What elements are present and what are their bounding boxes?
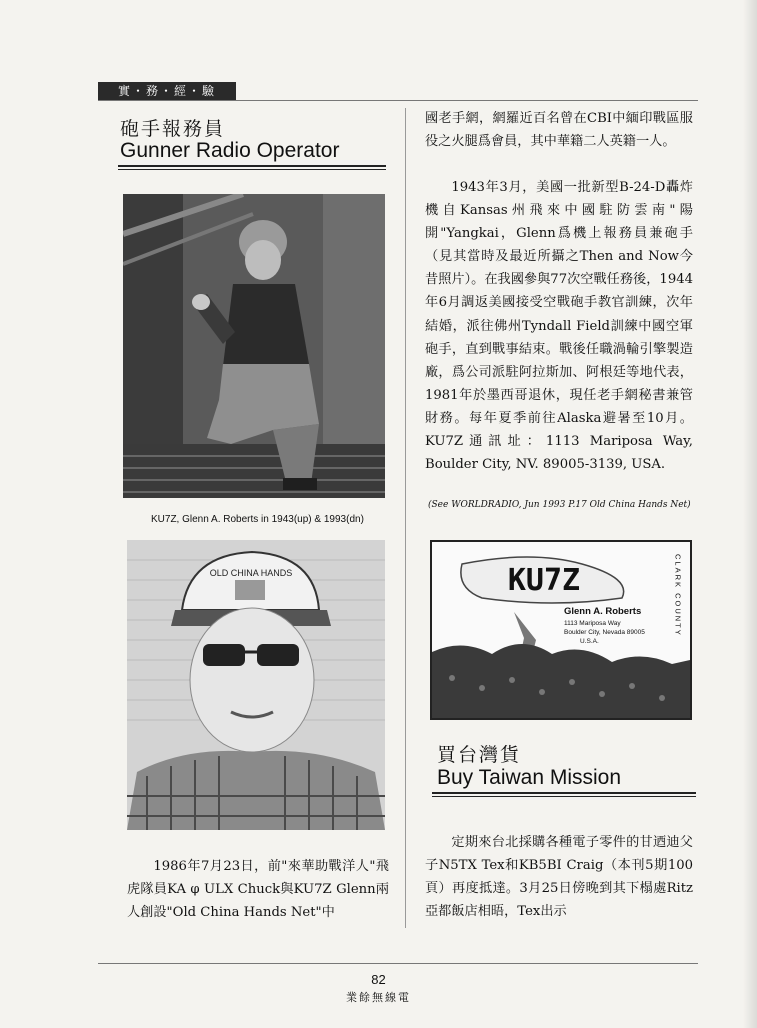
right-heading-en: Buy Taiwan Mission bbox=[437, 766, 622, 789]
qsl-card-illustration bbox=[432, 542, 690, 718]
column-divider bbox=[405, 108, 406, 928]
qsl-card bbox=[430, 540, 692, 720]
right-heading-cn: 買台灣貨 bbox=[437, 744, 522, 766]
section-tag: 實・務・經・驗 bbox=[98, 82, 236, 100]
photo-1993-illustration bbox=[127, 540, 385, 830]
top-rule bbox=[98, 100, 698, 101]
photo-1993 bbox=[127, 540, 385, 830]
page-edge-shadow bbox=[743, 0, 757, 1028]
photo-caption: KU7Z, Glenn A. Roberts in 1943(up) & 1993(dn) bbox=[151, 514, 364, 525]
publication-name: 業餘無線電 bbox=[346, 991, 411, 1004]
qsl-vertical-text: CLARK COUNTY bbox=[673, 554, 683, 637]
left-paragraph: 1986年7月23日，前"來華助戰洋人"飛虎隊員KA φ ULX Chuck與KU7Z Glenn兩人創設"Old China Hands Net"中 bbox=[127, 859, 389, 921]
right-heading-rule bbox=[432, 792, 696, 794]
qsl-address-3: U.S.A. bbox=[580, 638, 599, 645]
photo-1943 bbox=[123, 194, 385, 498]
reference-note: (See WORLDRADIO, Jun 1993 P.17 Old China Hands Net) bbox=[428, 500, 691, 510]
right-paragraph-2: 1943年3月，美國一批新型B-24-D轟炸機自Kansas州飛來中國駐防雲南"陽開"Yangkai，Glenn爲機上報務員兼砲手（見其當時及最近所攝之Then and Now今昔照片）。在我國參與77次空戰任務後，1944年6月調返美國接受空戰砲手教官訓練，次年結婚，派往佛州Tyndall Field訓練中國空軍砲手，直到戰事結束。戰後任職渦輪引擎製造廠，爲公司派駐阿拉斯加、阿根廷等地代表，1981年於墨西哥退休，現任老手網秘書兼管財務。每年夏季前往Alaska避暑至10月。KU7Z通訊址：1113 Mariposa Way, Boulder City, NV. 89005-3139, USA. bbox=[425, 180, 693, 473]
page-number: 82 bbox=[371, 972, 386, 987]
qsl-address-1: 1113 Mariposa Way bbox=[564, 620, 621, 627]
qsl-name: Glenn A. Roberts bbox=[564, 606, 642, 617]
bottom-rule bbox=[98, 963, 698, 964]
left-heading-rule-thin bbox=[118, 169, 386, 170]
right-heading-rule-thin bbox=[432, 796, 696, 797]
cap-text: OLD CHINA HANDS bbox=[209, 568, 293, 578]
qsl-address-2: Boulder City, Nevada 89005 bbox=[564, 629, 645, 636]
left-heading-cn: 砲手報務員 bbox=[120, 118, 226, 140]
right-paragraph-1: 國老手網，網羅近百名曾在CBI中緬印戰區服役之火腿爲會員，其中華籍二人英籍一人。 bbox=[425, 111, 693, 150]
qsl-callsign: KU7Z bbox=[507, 563, 581, 598]
photo-1943-illustration bbox=[123, 194, 385, 498]
left-heading-rule bbox=[118, 165, 386, 167]
right-paragraph-3: 定期來台北採購各種電子零件的甘迺迪父子N5TX Tex和KB5BI Craig（本刊5期100頁）再度抵達。3月25日傍晚到其下榻處Ritz亞都飯店相晤，Tex出示 bbox=[425, 835, 693, 920]
left-heading-en: Gunner Radio Operator bbox=[120, 139, 340, 162]
